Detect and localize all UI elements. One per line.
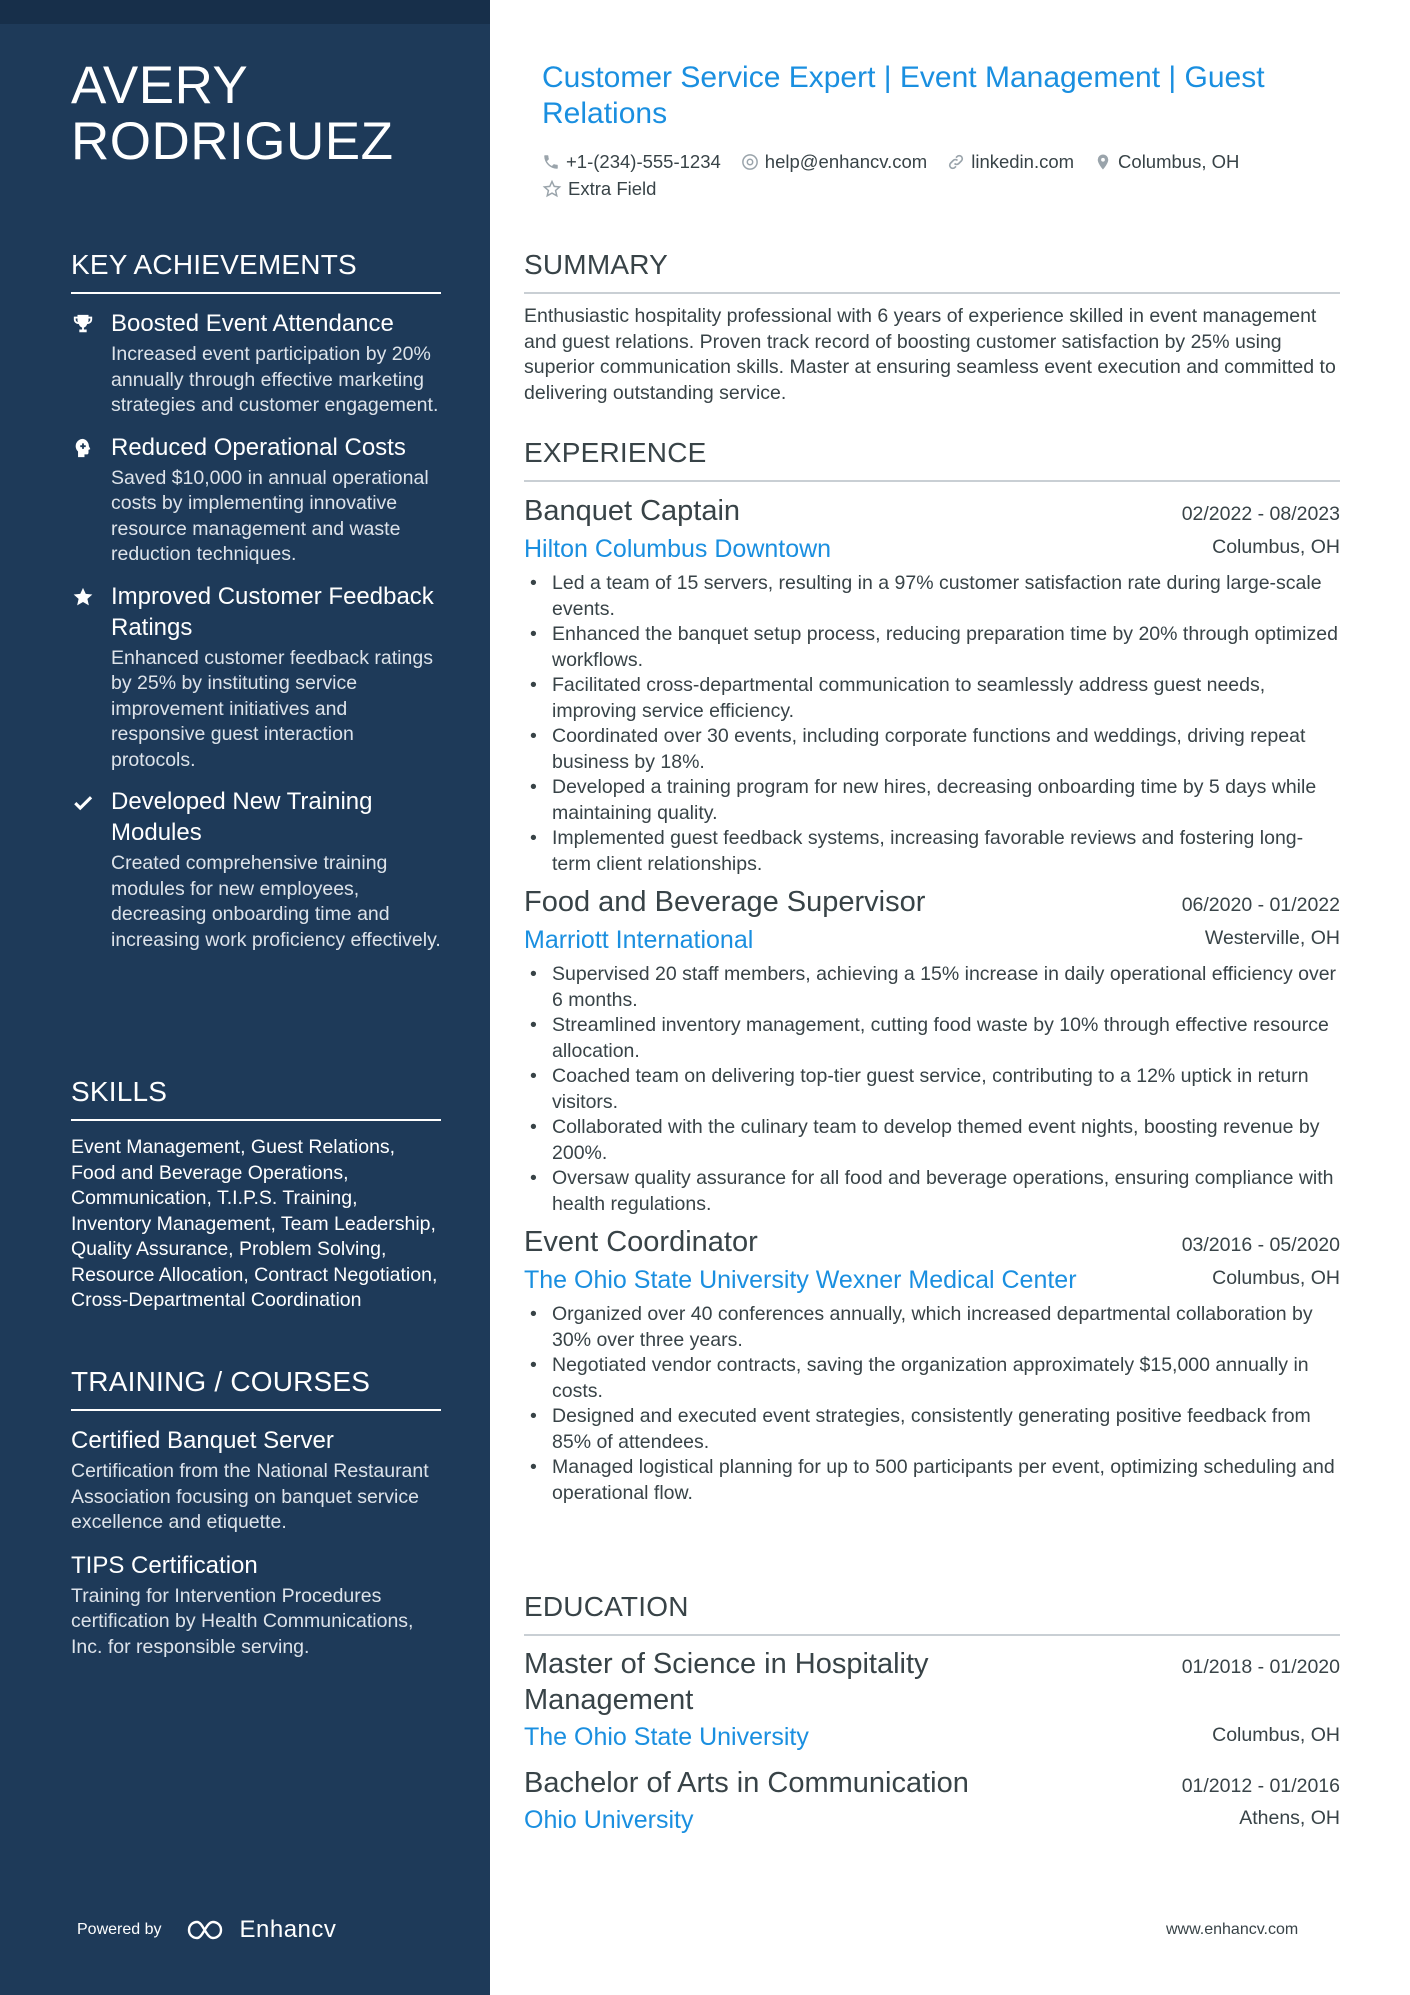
education-dates: 01/2012 - 01/2016 [1181,1775,1340,1797]
job-bullet: • Developed a training program for new hires, decreasing onboarding time by 5 days while maintaining quality. [524,775,1340,826]
enhancv-logo-icon [186,1918,232,1942]
enhancv-brand: Enhancv [239,1916,337,1943]
achievement-title: Improved Customer Feedback Ratings [111,582,434,641]
candidate-name [71,58,451,170]
achievement-item [71,432,441,568]
job-bullet: • Organized over 40 conferences annually, which increased departmental collaboration by 30% over three years. [524,1302,1340,1353]
achievement-description: Increased event participation by 20% annually through effective marketing strategies and customer engagement. [111,343,439,416]
contact-phone[interactable] [542,151,721,173]
achievement-title: Developed New Training Modules [111,788,373,846]
contact-location-text: Columbus, OH [1118,150,1240,172]
course-title: TIPS Certification [71,1551,258,1579]
job-entry [524,883,1340,1217]
job-bullet: • Streamlined inventory management, cutting food waste by 10% through effective resource allocation. [524,1013,1340,1064]
job-bullet: • Implemented guest feedback systems, increasing favorable reviews and fostering long-term client relationships. [524,826,1340,877]
job-bullets [524,1302,1340,1506]
degree-title: Bachelor of Arts in Communication [524,1767,969,1799]
contact-extra [542,178,656,200]
footer-website[interactable]: www.enhancv.com [1166,1921,1299,1938]
summary-section [524,248,1340,406]
company-name[interactable]: Marriott International [524,926,754,954]
achievement-item [71,581,441,774]
job-title: Event Coordinator [524,1226,758,1258]
job-bullet: • Coached team on delivering top-tier guest service, contributing to a 12% uptick in return visitors. [524,1064,1340,1115]
job-bullets [524,571,1340,877]
skills-section [71,1075,441,1314]
achievement-description: Created comprehensive training modules for new employees, decreasing onboarding time and increasing work proficiency effectively. [111,852,441,951]
job-location: Columbus, OH [1212,536,1340,558]
job-bullet: • Designed and executed event strategies, consistently generating positive feedback from 85% of attendees. [524,1404,1340,1455]
education-heading: EDUCATION [524,1590,1340,1636]
sidebar-top-strip [0,0,490,24]
skills-list: Event Management, Guest Relations, Food and Beverage Operations, Communication, T.I.P.S. Training, Inventory Management, Team Leadership, Quality Assurance, Problem Solving, Resource Allocation, Contract Negotiation, Cross-Departmental Coordination [71,1136,438,1311]
job-location: Columbus, OH [1212,1267,1340,1289]
job-title: Food and Beverage Supervisor [524,886,926,918]
job-dates: 03/2016 - 05/2020 [1181,1234,1340,1256]
job-bullet: • Enhanced the banquet setup process, reducing preparation time by 20% through optimized workflows. [524,622,1340,673]
summary-heading: SUMMARY [524,248,1340,294]
key-achievements-section [71,248,441,966]
education-dates: 01/2018 - 01/2020 [1181,1656,1340,1678]
phone-icon [542,153,560,171]
course-description: Certification from the National Restaurant Association focusing on banquet service excellence and etiquette. [71,1460,429,1533]
job-bullet: • Supervised 20 staff members, achieving a 15% increase in daily operational efficiency over 6 months. [524,962,1340,1013]
achievement-item [71,786,441,953]
achievement-item [71,308,441,419]
job-bullet: • Coordinated over 30 events, including corporate functions and weddings, driving repeat business by 18%. [524,724,1340,775]
key-achievements-heading: KEY ACHIEVEMENTS [71,248,441,294]
powered-by-label: Powered by [77,1921,162,1938]
course-item [71,1425,441,1536]
job-location: Westerville, OH [1204,927,1340,949]
contact-location [1094,151,1239,173]
contact-phone-text: +1-(234)-555-1234 [566,150,721,172]
contact-info [542,148,1342,202]
training-heading: TRAINING / COURSES [71,1365,441,1411]
course-description: Training for Intervention Procedures certification by Health Communications, Inc. for responsible serving. [71,1584,414,1658]
powered-by [77,1916,336,1944]
contact-extra-text: Extra Field [568,177,657,199]
experience-heading: EXPERIENCE [524,436,1340,482]
education-section [524,1590,1340,1848]
achievement-description: Saved $10,000 in annual operational costs by implementing innovative resource management and waste reduction techniques. [111,466,429,565]
degree-title: Master of Science in Hospitality Management [524,1648,929,1716]
job-dates: 02/2022 - 08/2023 [1181,503,1340,525]
enhancv-logo[interactable] [186,1916,337,1944]
job-title: Banquet Captain [524,495,741,527]
company-name[interactable]: Hilton Columbus Downtown [524,535,832,563]
achievement-title: Reduced Operational Costs [111,433,406,461]
contact-link[interactable] [947,151,1074,173]
training-section [71,1365,441,1674]
school-location: Athens, OH [1239,1807,1340,1829]
education-entry [524,1646,1340,1753]
headline: Customer Service Expert | Event Management | Guest Relations [542,61,1265,130]
name-line-1: AVERY [71,56,249,115]
head-icon [71,436,95,460]
achievement-title: Boosted Event Attendance [111,310,394,337]
contact-link-text: linkedin.com [971,150,1075,172]
check-icon [71,790,95,814]
link-icon [947,153,965,171]
contact-email[interactable] [741,151,927,173]
job-bullet: • Collaborated with the culinary team to develop themed event nights, boosting revenue by 200%. [524,1115,1340,1166]
achievement-description: Enhanced customer feedback ratings by 25% by instituting service improvement initiatives and responsive guest interaction protocols. [111,646,433,771]
experience-section [524,436,1340,1512]
company-name[interactable]: The Ohio State University Wexner Medical Center [524,1266,1077,1294]
course-item [71,1550,441,1661]
location-pin-icon [1094,153,1112,171]
name-line-2: RODRIGUEZ [71,112,394,171]
job-bullet: • Managed logistical planning for up to 500 participants per event, optimizing scheduling and operational flow. [524,1455,1340,1506]
at-icon [741,153,759,171]
star-icon [71,585,95,609]
star-outline-icon [542,179,562,199]
job-bullet: • Negotiated vendor contracts, saving the organization approximately $15,000 annually in costs. [524,1353,1340,1404]
course-title: Certified Banquet Server [71,1427,334,1454]
job-bullet: • Facilitated cross-departmental communication to seamlessly address guest needs, improving service efficiency. [524,673,1340,724]
school-name[interactable]: The Ohio State University [524,1723,809,1751]
skills-heading: SKILLS [71,1075,441,1121]
school-name[interactable]: Ohio University [524,1806,694,1834]
summary-text: Enthusiastic hospitality professional with 6 years of experience skilled in event management and guest relations. Proven track record of boosting customer satisfaction by 25% using superior communication skills. Master at ensuring seamless event execution and committed to delivering outstanding service. [524,305,1336,404]
sidebar [0,0,490,1995]
trophy-icon [71,312,95,336]
job-bullet: • Led a team of 15 servers, resulting in a 97% customer satisfaction rate during large-scale events. [524,571,1340,622]
job-entry [524,1223,1340,1506]
job-bullets [524,962,1340,1217]
job-entry [524,492,1340,877]
job-bullet: • Oversaw quality assurance for all food and beverage operations, ensuring compliance with health regulations. [524,1166,1340,1217]
education-entry [524,1765,1340,1836]
job-dates: 06/2020 - 01/2022 [1181,894,1340,916]
contact-email-text: help@enhancv.com [764,150,928,172]
school-location: Columbus, OH [1212,1724,1340,1746]
